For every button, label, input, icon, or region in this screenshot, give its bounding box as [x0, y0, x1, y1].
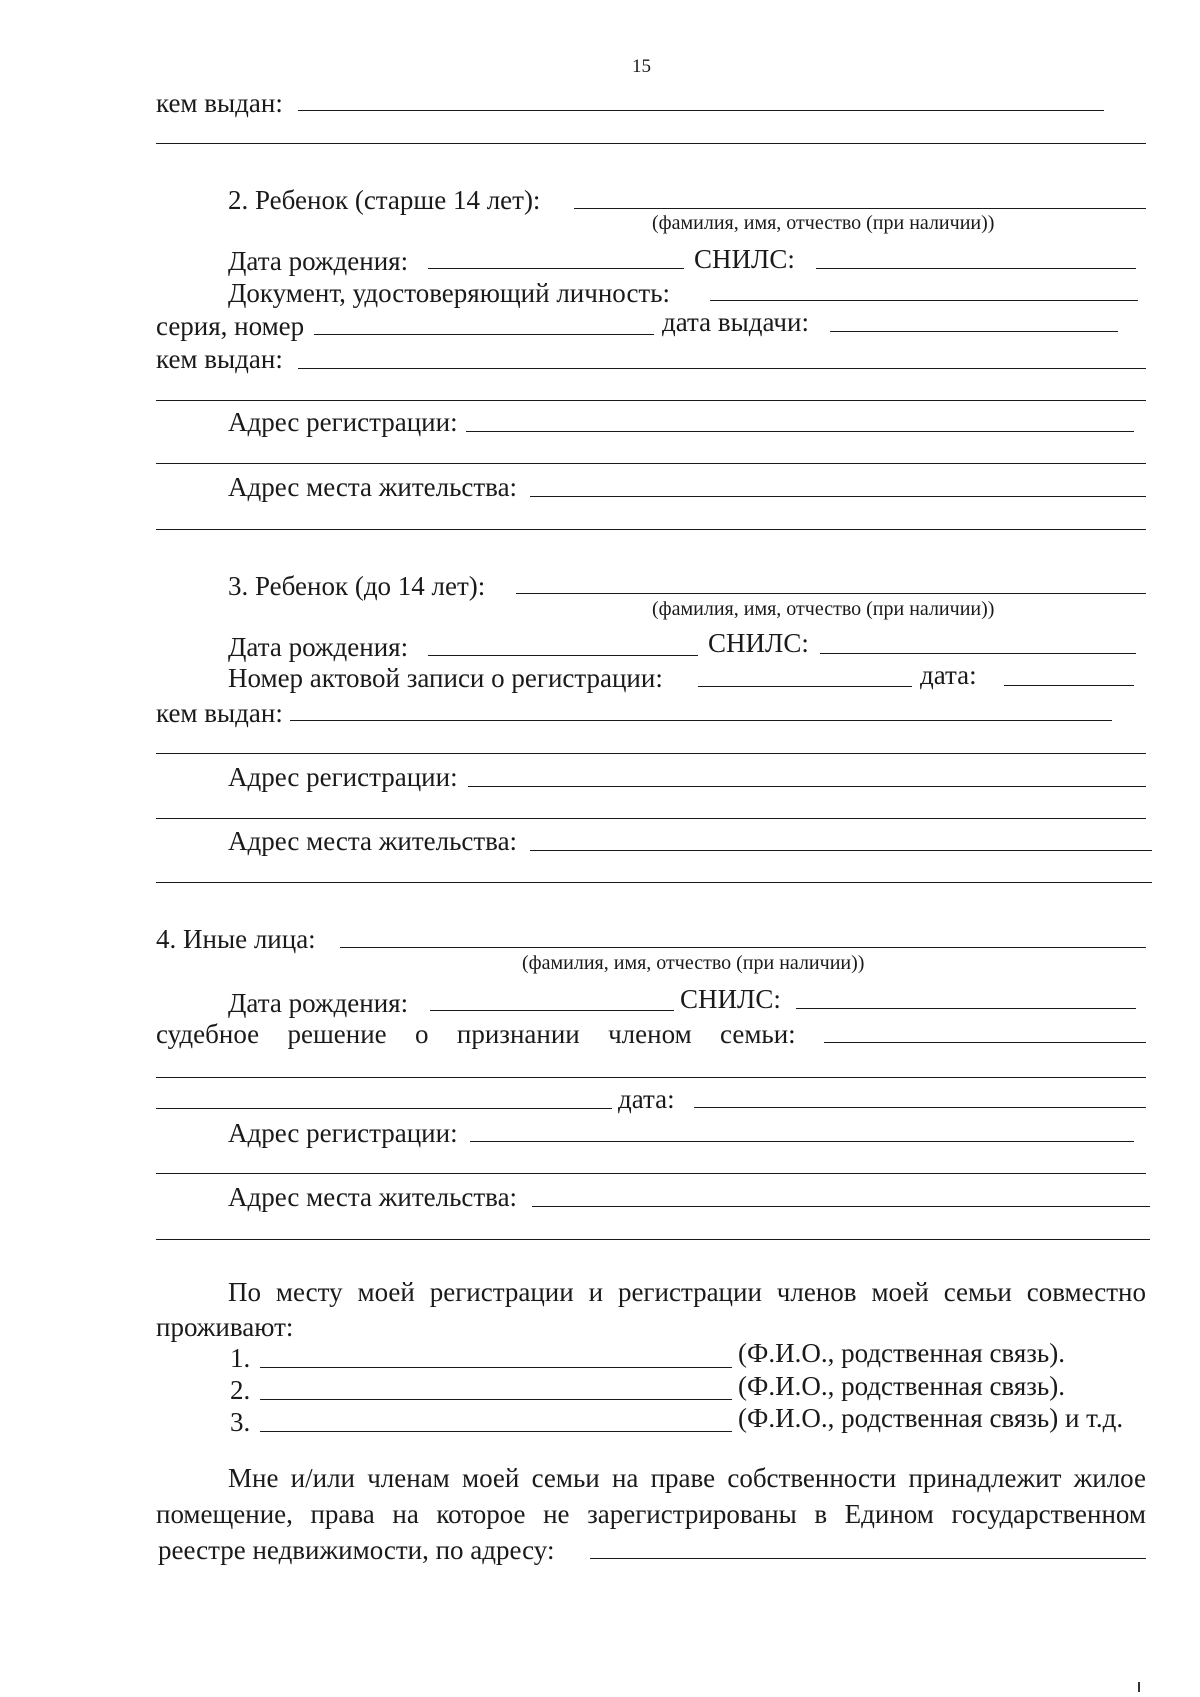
- child-under-14-date-field[interactable]: [1004, 685, 1134, 686]
- other-persons-registration-label: Адрес регистрации:: [228, 1118, 458, 1148]
- court-word: решение: [287, 1019, 387, 1049]
- child-under-14-residence-label: Адрес места жительства:: [228, 826, 518, 856]
- child-under-14-issued-by-label: кем выдан:: [156, 698, 283, 728]
- cohabitant-1-field[interactable]: [260, 1367, 732, 1368]
- other-persons-court-decision-field-line2[interactable]: [156, 1077, 1146, 1078]
- other-persons-snils-field[interactable]: [796, 1008, 1136, 1009]
- child-under-14-act-record-field[interactable]: [698, 686, 912, 687]
- child-under-14-act-record-label: Номер актовой записи о регистрации:: [228, 663, 663, 693]
- child-over-14-residence-field[interactable]: [530, 496, 1146, 497]
- child-under-14-registration-field-line2[interactable]: [156, 818, 1146, 819]
- child-over-14-issue-date-field[interactable]: [830, 331, 1118, 332]
- child-under-14-birth-date-label: Дата рождения:: [228, 632, 409, 662]
- child-over-14-fio-field[interactable]: [574, 208, 1146, 209]
- other-persons-snils-label: СНИЛС:: [680, 984, 781, 1014]
- top-issued-by-field[interactable]: [298, 110, 1104, 111]
- court-word: признании: [456, 1019, 580, 1049]
- other-persons-court-decision-line: [156, 1020, 1146, 1048]
- child-under-14-heading: 3. Ребенок (до 14 лет):: [228, 571, 486, 601]
- child-over-14-id-document-label: Документ, удостоверяющий личность:: [228, 278, 671, 308]
- child-under-14-issued-by-field-line2[interactable]: [156, 753, 1146, 754]
- court-word: судебное: [156, 1019, 260, 1049]
- child-under-14-snils-label: СНИЛС:: [708, 628, 809, 658]
- child-over-14-birth-date-label: Дата рождения:: [228, 246, 409, 276]
- other-persons-fio-caption: (фамилия, имя, отчество (при наличии)): [522, 952, 865, 974]
- child-over-14-snils-label: СНИЛС:: [694, 244, 795, 274]
- scan-mark: [1138, 1682, 1140, 1692]
- child-over-14-issued-by-field-line2[interactable]: [156, 400, 1146, 401]
- property-line1: Мне и/или членам моей семьи на праве собственности принадлежит жилое: [228, 1463, 1146, 1493]
- cohabitant-number: 2.: [230, 1375, 251, 1405]
- cohabitant-suffix: (Ф.И.О., родственная связь).: [738, 1371, 1065, 1401]
- child-over-14-registration-field[interactable]: [466, 431, 1134, 432]
- child-under-14-fio-field[interactable]: [516, 593, 1146, 594]
- child-under-14-fio-caption: (фамилия, имя, отчество (при наличии)): [652, 598, 995, 620]
- other-persons-date-label: дата:: [618, 1084, 675, 1114]
- other-persons-registration-field-line2[interactable]: [156, 1173, 1146, 1174]
- child-over-14-registration-label: Адрес регистрации:: [228, 407, 458, 437]
- child-over-14-fio-caption: (фамилия, имя, отчество (при наличии)): [652, 212, 995, 234]
- child-under-14-issued-by-field[interactable]: [290, 720, 1112, 721]
- other-persons-residence-field[interactable]: [532, 1206, 1150, 1207]
- child-over-14-issued-by-label: кем выдан:: [156, 344, 283, 374]
- other-persons-residence-label: Адрес места жительства:: [228, 1182, 518, 1212]
- cohabitant-2-field[interactable]: [260, 1399, 732, 1400]
- child-over-14-series-number-field[interactable]: [314, 334, 654, 335]
- cohabitant-3-field[interactable]: [260, 1431, 732, 1432]
- child-over-14-birth-date-field[interactable]: [428, 268, 684, 269]
- court-word: о: [415, 1019, 429, 1049]
- cohabitant-number: 1.: [230, 1343, 251, 1373]
- property-line2: помещение, права на которое не зарегистрированы в Едином государственном: [156, 1499, 1146, 1529]
- child-over-14-series-number-label: серия, номер: [156, 311, 305, 341]
- child-over-14-residence-field-line2[interactable]: [156, 529, 1146, 530]
- cohabitant-number: 3.: [230, 1407, 251, 1437]
- child-under-14-residence-field[interactable]: [530, 850, 1152, 851]
- child-over-14-heading: 2. Ребенок (старше 14 лет):: [228, 185, 541, 215]
- child-under-14-birth-date-field[interactable]: [428, 655, 698, 656]
- child-over-14-id-document-field[interactable]: [710, 300, 1138, 301]
- top-issued-by-field-line2[interactable]: [156, 143, 1146, 144]
- child-over-14-residence-label: Адрес места жительства:: [228, 472, 518, 502]
- child-over-14-issued-by-field[interactable]: [298, 368, 1146, 369]
- child-under-14-residence-field-line2[interactable]: [156, 882, 1152, 883]
- child-under-14-snils-field[interactable]: [820, 653, 1136, 654]
- property-line3: реестре недвижимости, по адресу:: [158, 1535, 555, 1565]
- other-persons-residence-field-line2[interactable]: [156, 1239, 1150, 1240]
- cohabitants-intro-line1: По месту моей регистрации и регистрации членов моей семьи совместно: [228, 1277, 1146, 1307]
- other-persons-court-decision-field[interactable]: [824, 1020, 1146, 1043]
- cohabitant-suffix: (Ф.И.О., родственная связь).: [738, 1338, 1065, 1368]
- other-persons-date-field[interactable]: [694, 1107, 1146, 1108]
- other-persons-heading: 4. Иные лица:: [156, 924, 316, 954]
- child-over-14-registration-field-line2[interactable]: [156, 463, 1146, 464]
- child-under-14-registration-label: Адрес регистрации:: [228, 762, 458, 792]
- child-over-14-snils-field[interactable]: [816, 268, 1136, 269]
- cohabitants-intro-line2: проживают:: [156, 1312, 294, 1342]
- cohabitant-suffix: (Ф.И.О., родственная связь) и т.д.: [738, 1403, 1124, 1433]
- other-persons-birth-date-field[interactable]: [430, 1010, 674, 1011]
- child-under-14-date-label: дата:: [920, 660, 977, 690]
- child-under-14-registration-field[interactable]: [468, 786, 1146, 787]
- other-persons-birth-date-label: Дата рождения:: [228, 988, 409, 1018]
- court-word: семьи:: [720, 1019, 796, 1049]
- child-over-14-issue-date-label: дата выдачи:: [662, 307, 809, 337]
- page-number: 15: [632, 56, 651, 77]
- other-persons-fio-field[interactable]: [340, 947, 1146, 948]
- property-address-field[interactable]: [590, 1558, 1146, 1559]
- court-word: членом: [608, 1019, 692, 1049]
- other-persons-court-decision-field-line3[interactable]: [156, 1108, 612, 1109]
- top-issued-by-label: кем выдан:: [156, 88, 283, 118]
- other-persons-registration-field[interactable]: [470, 1141, 1134, 1142]
